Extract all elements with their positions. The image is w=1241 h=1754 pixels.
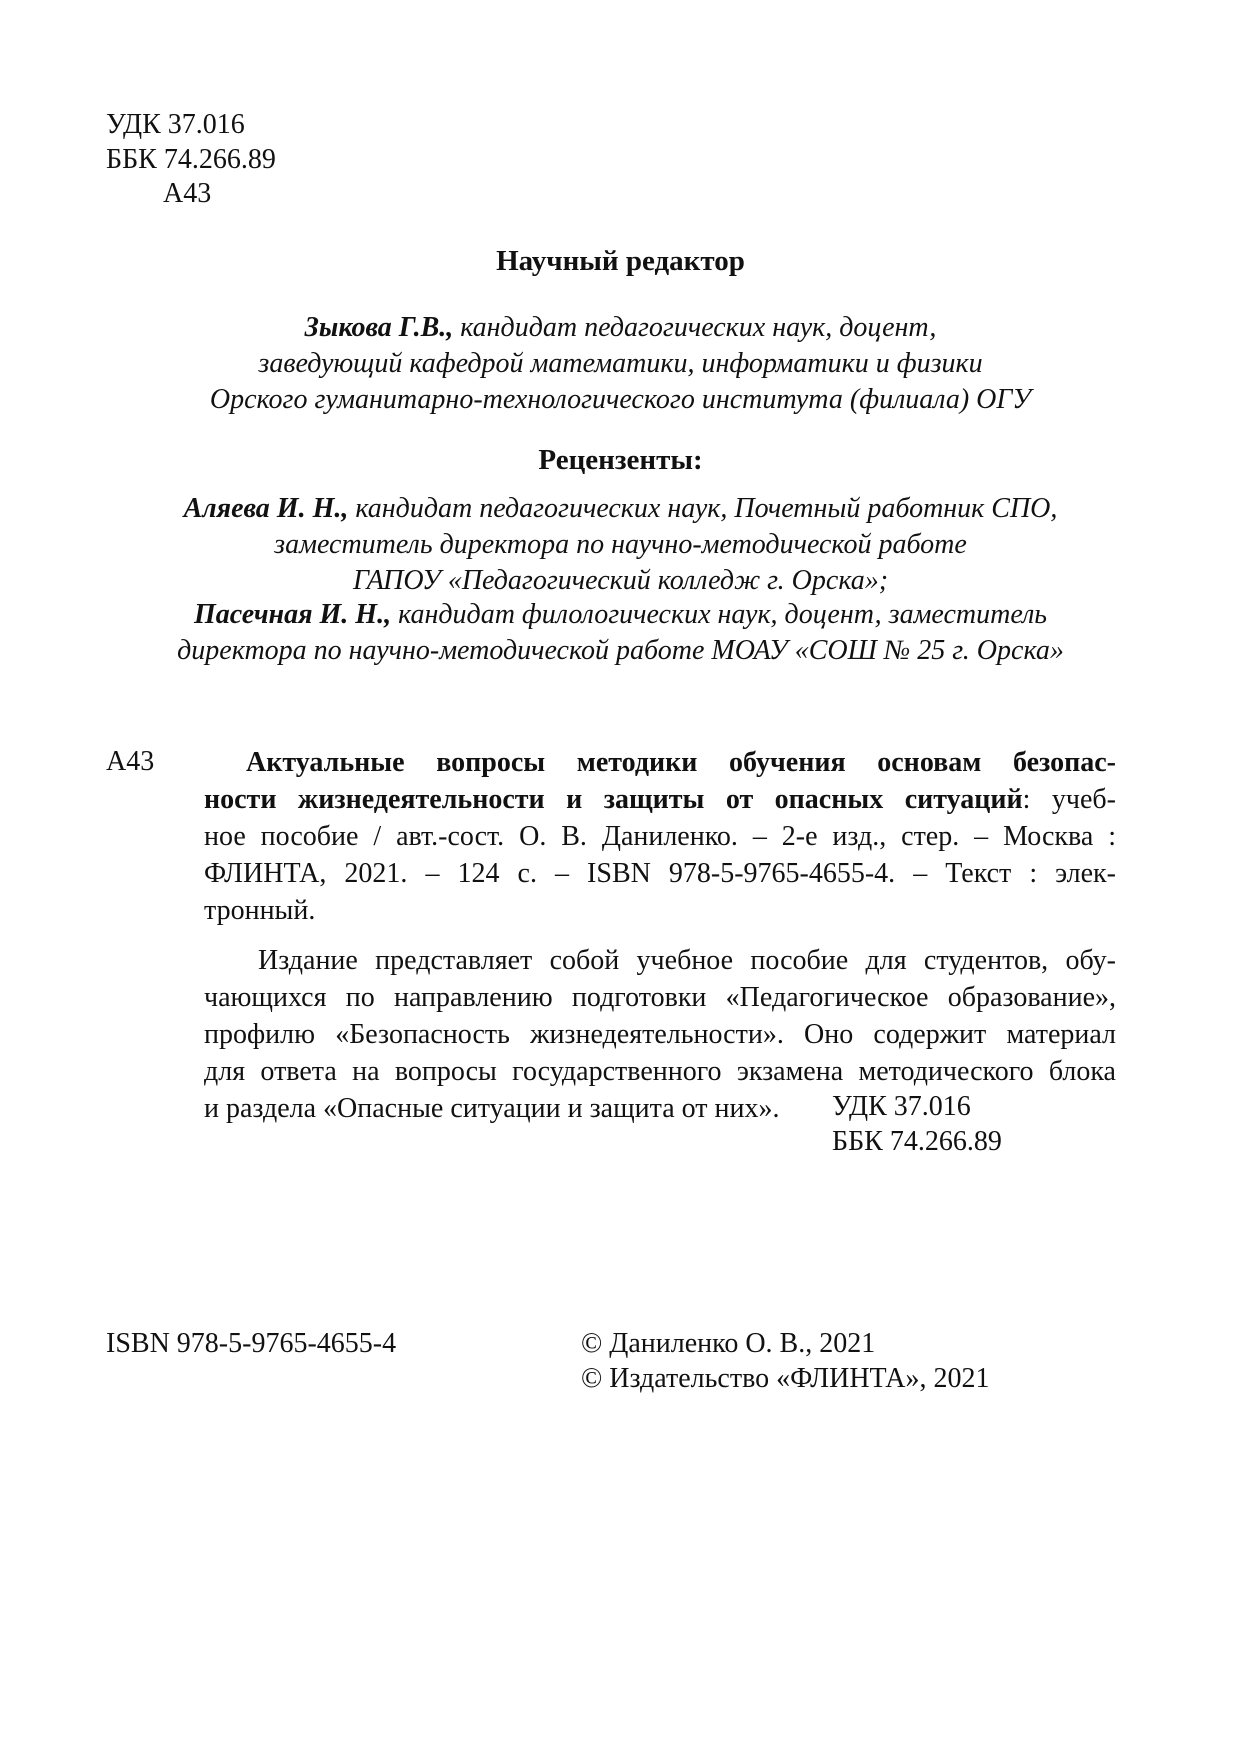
reviewer-1-line-2: заместитель директора по научно-методической работе (274, 529, 967, 560)
author-mark: А43 (163, 178, 212, 209)
reviewers-heading: Рецензенты: (538, 444, 703, 476)
catalog-line-4: ФЛИНТА, 2021. – 124 с. – ISBN 978-5-9765-4655-4. – Текст : элек- (204, 858, 1116, 889)
editor-line-2: заведующий кафедрой математики, информатики и физики (258, 348, 983, 379)
catalog-mark: А43 (106, 746, 155, 777)
reviewer-2-line-1 (60, 597, 1181, 633)
catalog-line-3: ное пособие / авт.-сост. О. В. Даниленко. – 2-е изд., стер. – Москва : (204, 821, 1116, 852)
annotation-line-3: профилю «Безопасность жизнедеятельности». Оно содержит материал (204, 1019, 1116, 1050)
editor-line-1 (60, 310, 1181, 346)
annotation-line-2: чающихся по направлению подготовки «Педагогическое образование», (204, 982, 1116, 1013)
footer-isbn: ISBN 978-5-9765-4655-4 (106, 1328, 397, 1359)
annotation-line-4: для ответа на вопросы государственного экзамена методического блока (204, 1056, 1116, 1087)
reviewer-2-line-1-rest: кандидат филологических наук, доцент, заместитель (391, 599, 1048, 630)
catalog-title-line-2-rest: : учеб- (1022, 784, 1116, 815)
catalog-title-line-2 (204, 781, 1116, 818)
udk-code: УДК 37.016 (106, 109, 245, 140)
scientific-editor-details (60, 310, 1181, 418)
annotation-udk: УДК 37.016 (832, 1091, 971, 1122)
scientific-editor-section (60, 243, 1181, 279)
reviewer-2-name: Пасечная И. Н., (193, 599, 392, 630)
reviewer-1-line-3: ГАПОУ «Педагогический колледж г. Орска»; (352, 565, 889, 596)
footer-copyright-author: © Даниленко О. В., 2021 (581, 1328, 876, 1359)
reviewer-2-line-2: директора по научно-методической работе МОАУ «СОШ № 25 г. Орска» (177, 635, 1064, 666)
annotation (204, 942, 1116, 1127)
catalog-entry (204, 744, 1116, 929)
editor-line-1-rest: кандидат педагогических наук, доцент, (453, 312, 937, 343)
editor-name: Зыкова Г.В., (304, 312, 454, 343)
catalog-line-5: тронный. (204, 895, 316, 926)
annotation-line-5: и раздела «Опасные ситуации и защита от них». (204, 1093, 780, 1124)
footer-copyright-publisher: © Издательство «ФЛИНТА», 2021 (581, 1363, 990, 1394)
catalog-title-line-1: Актуальные вопросы методики обучения основам безопас- (246, 747, 1116, 778)
reviewer-1 (60, 491, 1181, 599)
editor-line-3: Орского гуманитарно-технологического института (филиала) ОГУ (209, 384, 1032, 415)
annotation-bbk: ББК 74.266.89 (832, 1126, 1002, 1157)
reviewers-section (60, 442, 1181, 478)
bbk-code: ББК 74.266.89 (106, 144, 276, 175)
scientific-editor-heading: Научный редактор (496, 245, 745, 277)
reviewer-1-line-1-rest: кандидат педагогических наук, Почетный работник СПО, (348, 493, 1058, 524)
reviewer-1-name: Аляева И. Н., (183, 493, 349, 524)
catalog-title-line-2-bold: ности жизнедеятельности и защиты от опасных ситуаций (204, 784, 1023, 815)
reviewer-1-line-1 (60, 491, 1181, 527)
reviewer-2 (60, 597, 1181, 669)
annotation-line-1: Издание представляет собой учебное пособие для студентов, обу- (258, 945, 1116, 976)
